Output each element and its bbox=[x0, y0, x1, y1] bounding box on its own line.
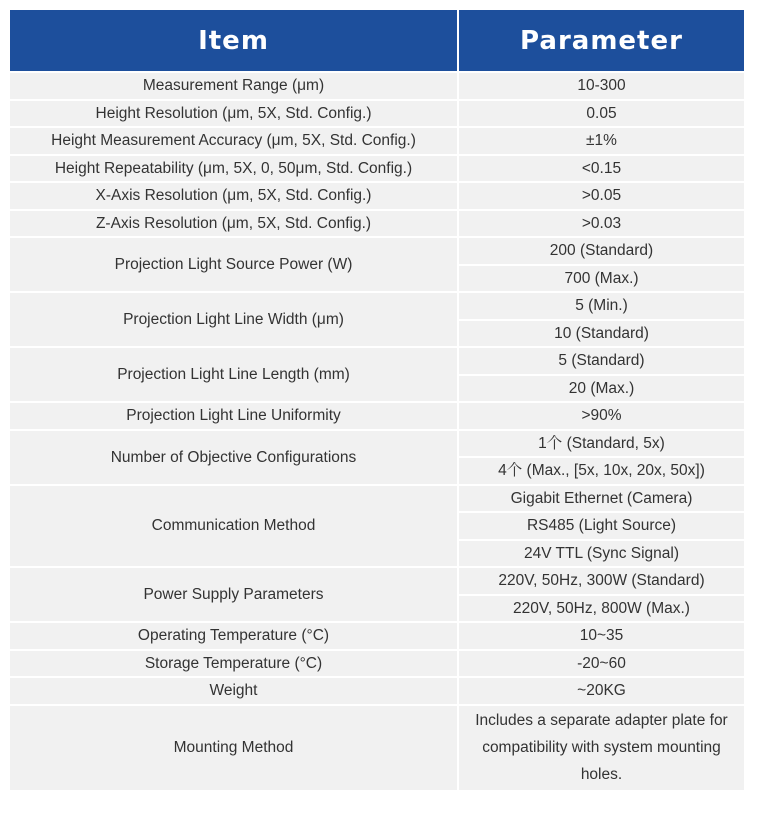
spec-row bbox=[10, 568, 744, 596]
spec-value: 220V, 50Hz, 300W (Standard) bbox=[459, 568, 744, 596]
spec-row bbox=[10, 706, 744, 790]
spec-item-height-accuracy: Height Measurement Accuracy (μm, 5X, Std. Config.) bbox=[10, 128, 459, 156]
spec-value: 4个 (Max., [5x, 10x, 20x, 50x]) bbox=[459, 458, 744, 486]
spec-row bbox=[10, 128, 744, 156]
spec-value: 10 (Standard) bbox=[459, 321, 744, 349]
spec-row bbox=[10, 431, 744, 459]
spec-row bbox=[10, 183, 744, 211]
spec-value: <0.15 bbox=[459, 156, 744, 184]
specification-table bbox=[10, 10, 744, 790]
spec-item-light-source-power: Projection Light Source Power (W) bbox=[10, 238, 459, 293]
spec-value: 5 (Min.) bbox=[459, 293, 744, 321]
spec-row bbox=[10, 651, 744, 679]
item-column-header: Item bbox=[10, 10, 459, 73]
spec-value: 220V, 50Hz, 800W (Max.) bbox=[459, 596, 744, 624]
table-header bbox=[10, 10, 744, 73]
spec-item-objective-configurations: Number of Objective Configurations bbox=[10, 431, 459, 486]
spec-item-x-axis-resolution: X-Axis Resolution (μm, 5X, Std. Config.) bbox=[10, 183, 459, 211]
spec-row bbox=[10, 486, 744, 514]
spec-item-mounting-method: Mounting Method bbox=[10, 706, 459, 790]
parameter-column-header: Parameter bbox=[459, 10, 744, 73]
spec-item-light-line-uniformity: Projection Light Line Uniformity bbox=[10, 403, 459, 431]
spec-value: Includes a separate adapter plate for compatibility with system mounting holes. bbox=[459, 706, 744, 790]
spec-item-storage-temperature: Storage Temperature (°C) bbox=[10, 651, 459, 679]
spec-item-height-resolution: Height Resolution (μm, 5X, Std. Config.) bbox=[10, 101, 459, 129]
spec-value: 5 (Standard) bbox=[459, 348, 744, 376]
spec-row bbox=[10, 623, 744, 651]
spec-row bbox=[10, 293, 744, 321]
spec-item-communication-method: Communication Method bbox=[10, 486, 459, 569]
spec-item-light-line-length: Projection Light Line Length (mm) bbox=[10, 348, 459, 403]
spec-value: 24V TTL (Sync Signal) bbox=[459, 541, 744, 569]
spec-item-operating-temperature: Operating Temperature (°C) bbox=[10, 623, 459, 651]
spec-row bbox=[10, 238, 744, 266]
spec-value: 700 (Max.) bbox=[459, 266, 744, 294]
spec-value: >0.05 bbox=[459, 183, 744, 211]
spec-value: >0.03 bbox=[459, 211, 744, 239]
spec-row bbox=[10, 403, 744, 431]
spec-value: 200 (Standard) bbox=[459, 238, 744, 266]
spec-item-weight: Weight bbox=[10, 678, 459, 706]
spec-value: ±1% bbox=[459, 128, 744, 156]
spec-item-light-line-width: Projection Light Line Width (μm) bbox=[10, 293, 459, 348]
table-body bbox=[10, 73, 744, 790]
spec-value: 1个 (Standard, 5x) bbox=[459, 431, 744, 459]
spec-item-power-supply: Power Supply Parameters bbox=[10, 568, 459, 623]
spec-value: ~20KG bbox=[459, 678, 744, 706]
spec-value: 10~35 bbox=[459, 623, 744, 651]
spec-row bbox=[10, 156, 744, 184]
spec-item-z-axis-resolution: Z-Axis Resolution (μm, 5X, Std. Config.) bbox=[10, 211, 459, 239]
spec-value: RS485 (Light Source) bbox=[459, 513, 744, 541]
spec-value: 10-300 bbox=[459, 73, 744, 101]
spec-value: -20~60 bbox=[459, 651, 744, 679]
spec-row bbox=[10, 101, 744, 129]
spec-row bbox=[10, 73, 744, 101]
header-row bbox=[10, 10, 744, 73]
spec-item-height-repeatability: Height Repeatability (μm, 5X, 0, 50μm, Std. Config.) bbox=[10, 156, 459, 184]
spec-value: 0.05 bbox=[459, 101, 744, 129]
spec-item-measurement-range: Measurement Range (μm) bbox=[10, 73, 459, 101]
spec-row bbox=[10, 211, 744, 239]
spec-row bbox=[10, 348, 744, 376]
spec-value: 20 (Max.) bbox=[459, 376, 744, 404]
spec-value: Gigabit Ethernet (Camera) bbox=[459, 486, 744, 514]
spec-row bbox=[10, 678, 744, 706]
spec-value: >90% bbox=[459, 403, 744, 431]
